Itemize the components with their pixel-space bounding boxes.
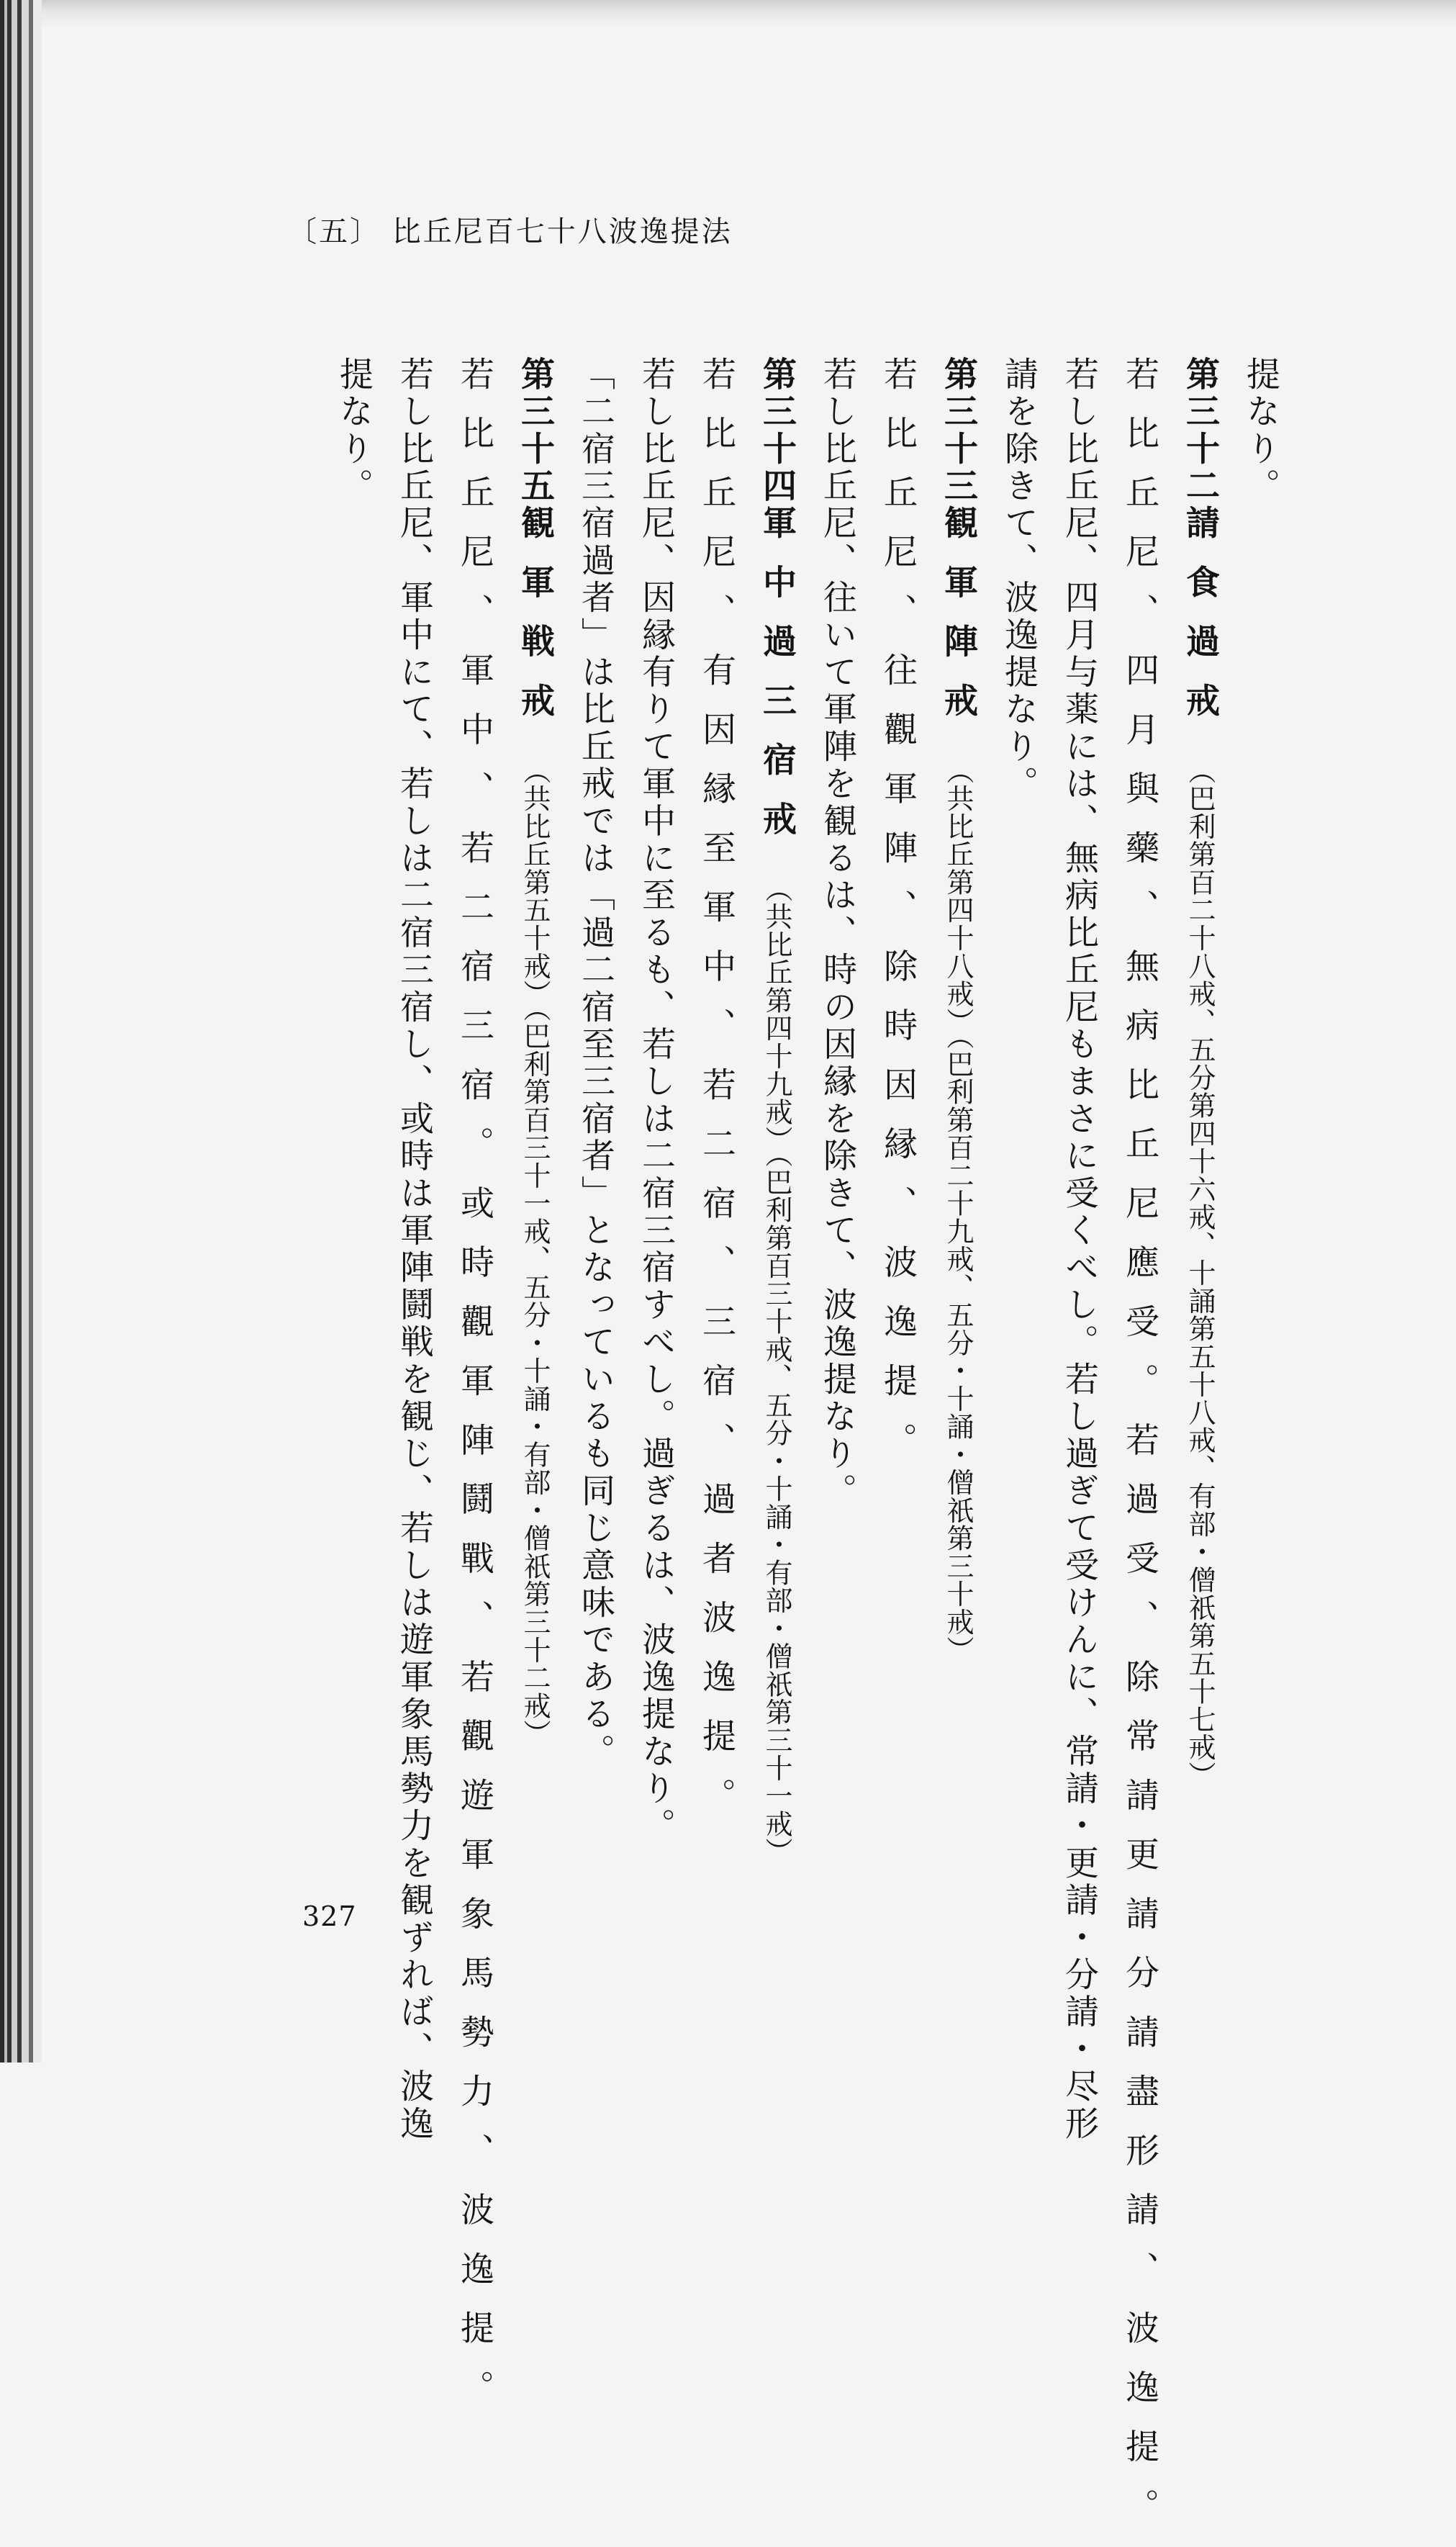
precept-number: 第三十三 (939, 356, 978, 505)
precept-title: 軍中過三宿戒 (757, 505, 797, 861)
precept-text-japanese: 若し比丘尼、軍中にて、若しは二宿三宿し、或時は軍陣鬪戦を観じ、若しは遊軍象馬勢力を観ずれば、波逸 (394, 356, 434, 2143)
precept-reference: （共比丘第四十八戒）（巴利第百二十九戒、五分・十誦・僧祇第三十戒） (942, 756, 974, 1664)
precept-title: 観軍陣戒 (939, 505, 978, 742)
precept-text-japanese: 若し比丘尼、四月与薬には、無病比丘尼もまさに受くべし。若し過ぎて受けんに、常請・更請・分請・尽形 (1059, 356, 1099, 2143)
precept-title: 請食過戒 (1180, 505, 1220, 742)
precept-heading (1170, 356, 1230, 1969)
precept-reference: （共比丘第五十戒）（巴利第百三十一戒、五分・十誦・有部・僧祇第三十二戒） (519, 756, 551, 1748)
precept-text-chinese: 若比丘尼、四月與藥、無病比丘尼應受。若過受、除常請更請分請盡形請、波逸提。 (1120, 356, 1159, 2547)
scan-binding-edge (0, 0, 42, 2063)
precept-heading (746, 356, 807, 1969)
page-number: 327 (302, 1901, 357, 1932)
commentary-note: 「二宿三宿過者」は比丘戒では「過二宿至三宿者」となっているも同じ意味である。 (576, 356, 615, 1771)
precept-text-chinese: 若比丘尼、有因縁至軍中、若二宿、三宿、過者波逸提。 (697, 356, 736, 1837)
precept-text-japanese: 若し比丘尼、因縁有りて軍中に至るも、若しは二宿三宿すべし。過ぎるは、波逸提なり。 (636, 356, 676, 1845)
body-text (323, 356, 1290, 2547)
precept-heading (928, 356, 988, 1969)
precept-title: 観軍戦戒 (515, 505, 555, 742)
precept-number: 第三十二 (1180, 356, 1220, 505)
precept-heading (505, 356, 565, 1969)
precept-number: 第三十五 (515, 356, 555, 505)
precept-reference: （共比丘第四十九戒）（巴利第百三十戒、五分・十誦・有部・僧祇第三十一戒） (761, 875, 792, 1866)
running-head: 〔五〕 比丘尼百七十八波逸提法 (288, 215, 733, 248)
precept-reference: （巴利第百二十八戒、五分第四十六戒、十誦第五十八戒、有部・僧祇第五十七戒） (1184, 756, 1216, 1789)
precept-text-japanese: 請を除きて、波逸提なり。 (999, 356, 1039, 803)
precept-number: 第三十四 (757, 356, 797, 505)
scan-top-edge (42, 0, 1456, 29)
precept-text-japanese: 若し比丘尼、往いて軍陣を観るは、時の因縁を除きて、波逸提なり。 (818, 356, 857, 1510)
precept-text-chinese: 若比丘尼、往觀軍陣、除時因縁、波逸提。 (878, 356, 918, 1482)
precept-text-chinese: 若比丘尼、軍中、若二宿三宿。或時觀軍陣鬪戰、若觀遊軍象馬勢力、波逸提。 (455, 356, 494, 2429)
text-line: 提なり。 (1241, 356, 1280, 505)
precept-text-japanese: 提なり。 (334, 356, 374, 505)
